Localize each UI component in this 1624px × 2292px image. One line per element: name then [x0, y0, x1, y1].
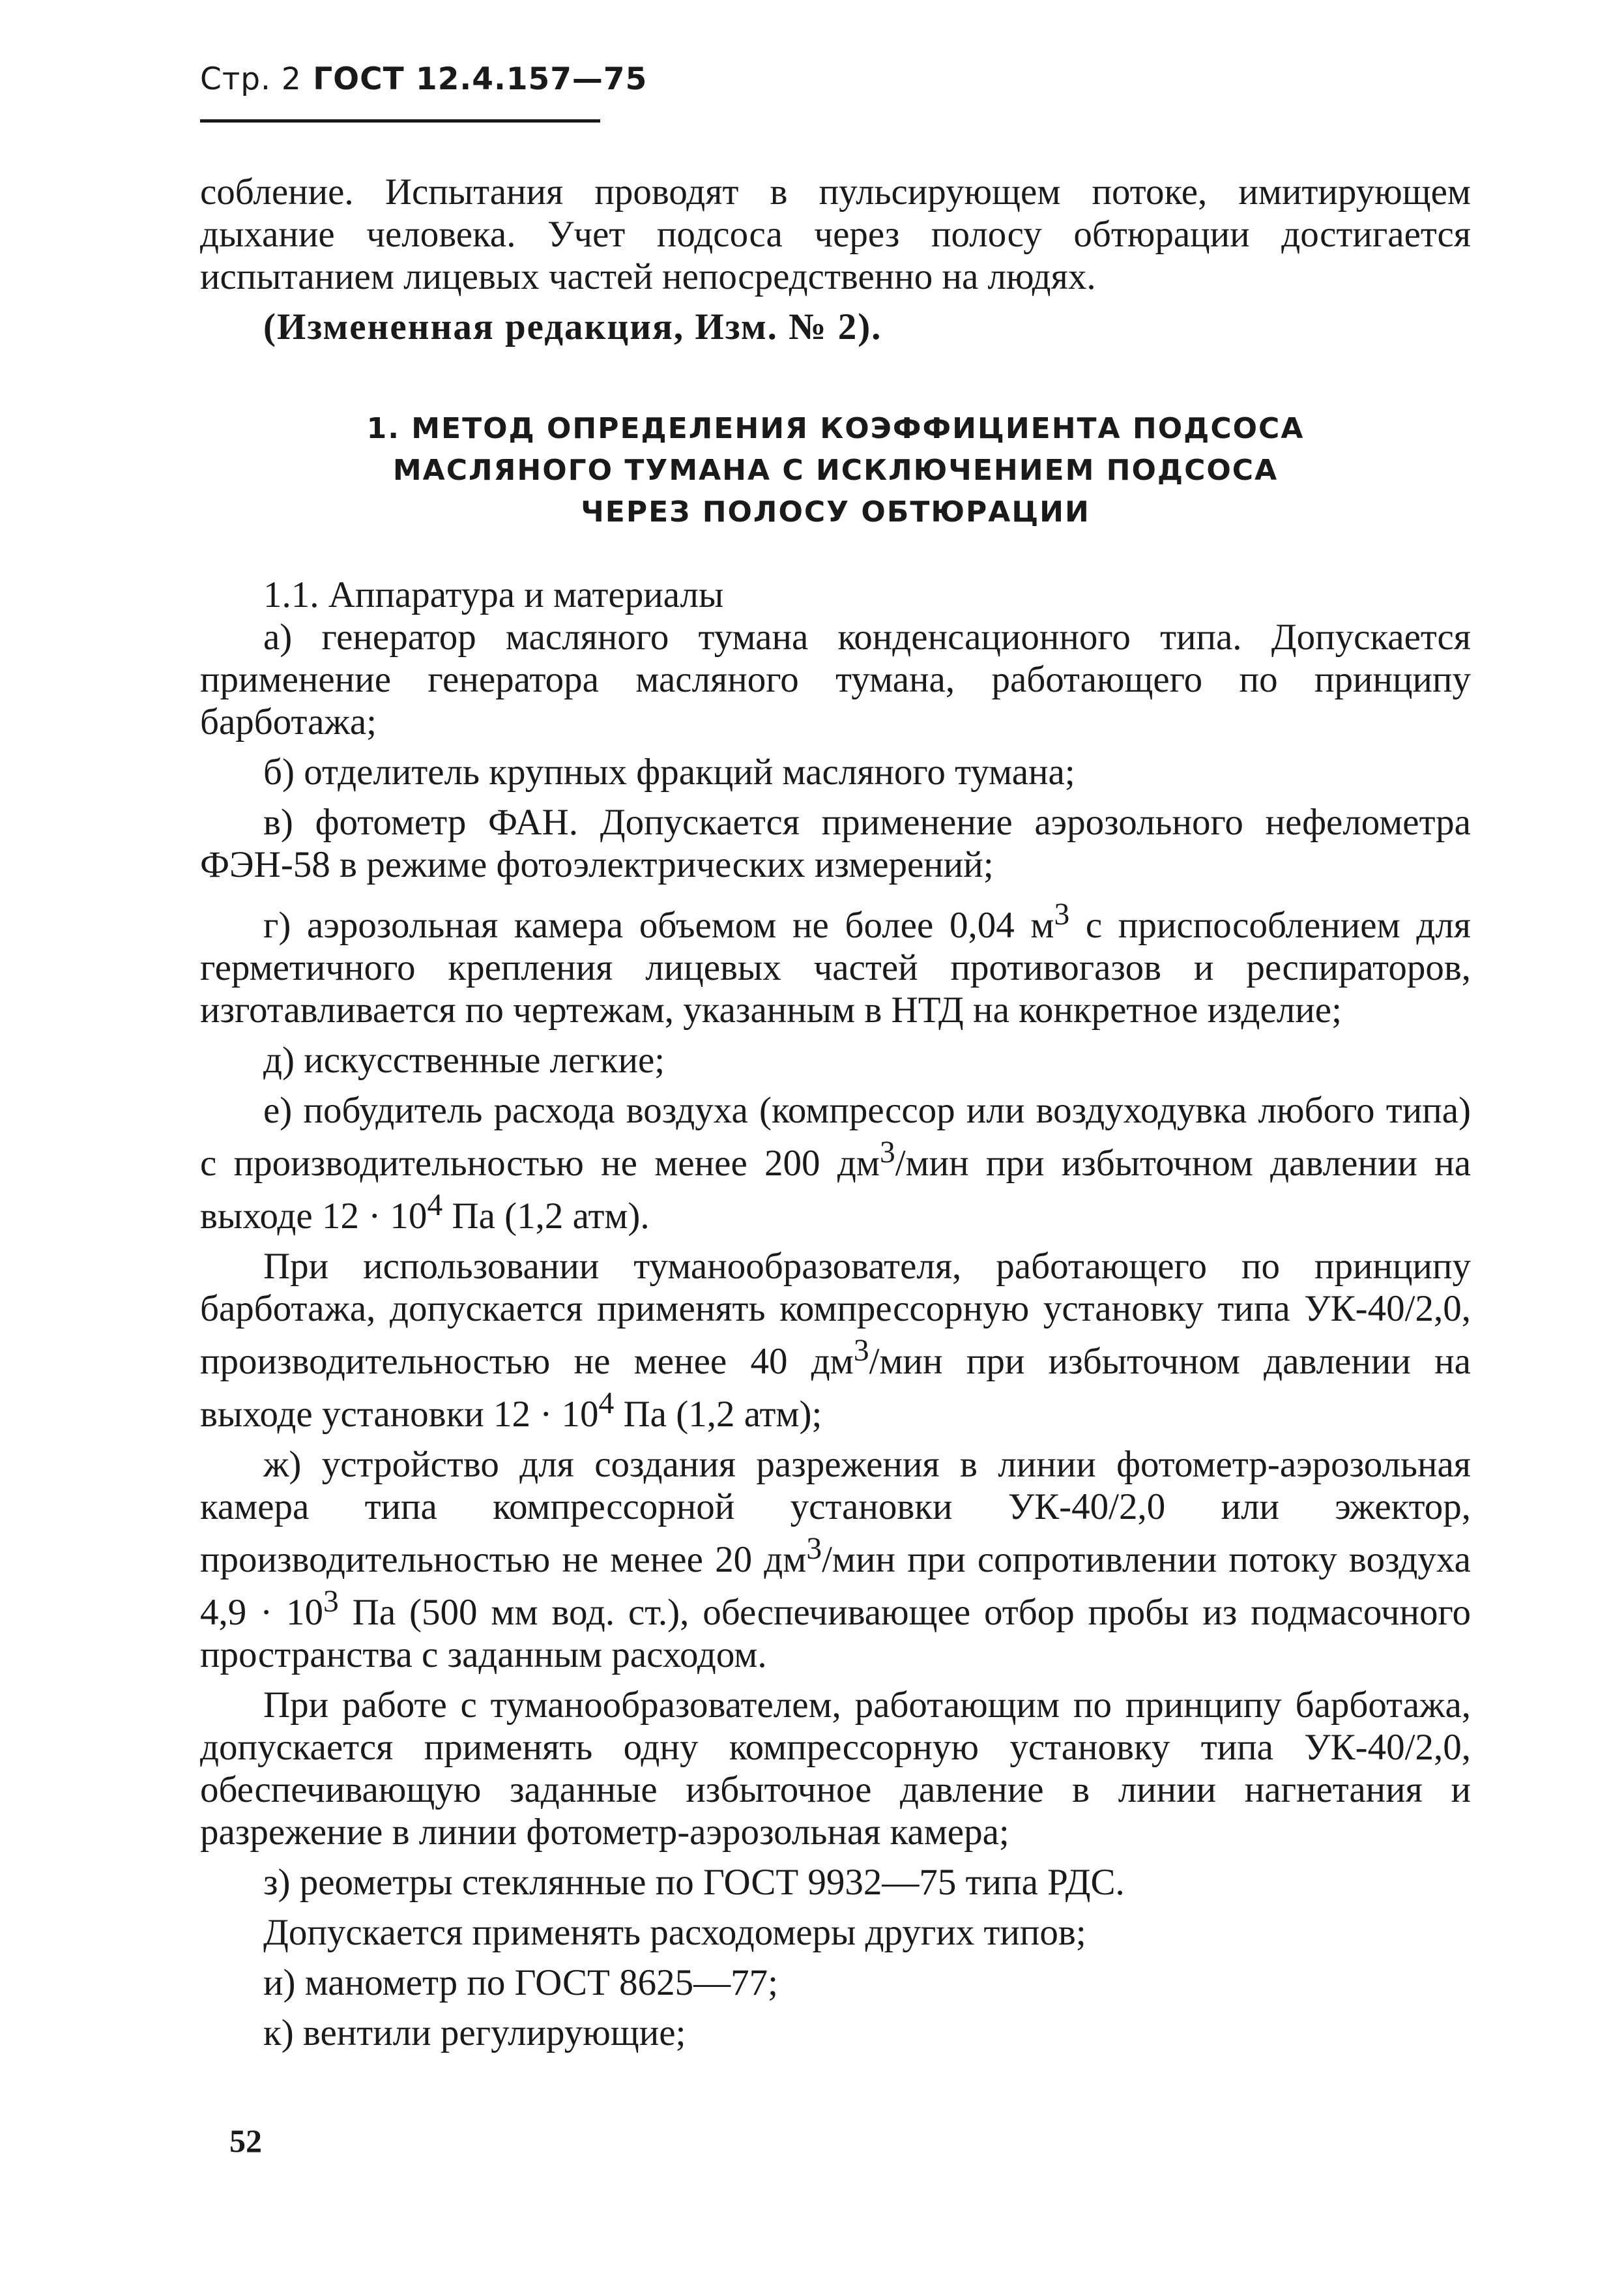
page-number: 52: [229, 2123, 262, 2159]
paragraph-flowmeters: Допускается применять расходомеры других типов;: [263, 1912, 1086, 1953]
list-item-a: а) генератор масляного тумана конденсационного типа. Допускается применение генератора масляного тумана, работающего по принципу барботажа;: [200, 617, 1471, 742]
list-item-v: в) фотометр ФАН. Допускается применение аэрозольного нефелометра ФЭН-58 в режиме фотоэлектрических измерений;: [200, 802, 1471, 885]
page-ref: Стр. 2: [200, 61, 302, 97]
running-header: [200, 60, 648, 99]
list-item-e: е) побудитель расхода воздуха (компрессор или воздуходувка любого типа) с производительностью не менее 200 $дм^3$/мин при избыточном давлении на выходе $12 \cdot 10^4$ Па (1,2 атм).: [200, 1090, 1471, 1237]
list-item-k: к) вентили регулирующие;: [263, 2012, 686, 2053]
clause-heading: 1.1. Аппаратура и материалы: [263, 574, 724, 615]
list-item-z: з) реометры стеклянные по ГОСТ 9932—75 типа РДС.: [263, 1862, 1125, 1903]
amendment-note: (Измененная редакция, Изм. № 2).: [263, 306, 882, 347]
list-item-d: д) искусственные легкие;: [263, 1040, 665, 1081]
section-title-line: ЧЕРЕЗ ПОЛОСУ ОБТЮРАЦИИ: [581, 495, 1090, 529]
list-item-zh: ж) устройство для создания разрежения в линии фотометр-аэрозольная камера типа компрессорной установки УК-40/2,0 или эжектор, производительностью не менее 20 $дм^3$/мин при сопротивлении потоку воздуха $4,9 \cdot 10^3$ Па (500 мм вод. ст.), обеспечивающее отбор пробы из подмасочного пространства с заданным расходом.: [200, 1444, 1471, 1675]
body-text: [200, 171, 1471, 2054]
section-title-line: 1. МЕТОД ОПРЕДЕЛЕНИЯ КОЭФФИЦИЕНТА ПОДСОСА: [366, 412, 1305, 445]
paragraph-bubbling: При использовании туманообразователя, работающего по принципу барботажа, допускается применять компрессорную установку типа УК-40/2,0, производительностью не менее 40 $дм^3$/мин при избыточном давлении на выходе установки $12 \cdot 10^4$ Па (1,2 атм);: [200, 1246, 1471, 1435]
list-item-b: б) отделитель крупных фракций масляного тумана;: [263, 752, 1075, 793]
list-item-i: и) манометр по ГОСТ 8625—77;: [263, 1962, 778, 2003]
list-item-g: г) аэрозольная камера объемом не более 0,04 $м^3$ с приспособлением для герметичного крепления лицевых частей противогазов и респираторов, изготавливается по чертежам, указанным в НТД на конкретное изделие;: [200, 898, 1472, 1031]
section-title: [200, 408, 1471, 533]
standard-number: ГОСТ 12.4.157—75: [313, 61, 648, 97]
section-title-line: МАСЛЯНОГО ТУМАНА С ИСКЛЮЧЕНИЕМ ПОДСОСА: [392, 454, 1279, 487]
paragraph-compressor: При работе с туманообразователем, работающим по принципу барботажа, допускается применять одну компрессорную установку типа УК-40/2,0, обеспечивающую заданные избыточное давление в линии нагнетания и разрежение в линии фотометр-аэрозольная камера;: [200, 1684, 1471, 1853]
header-rule: [200, 119, 600, 123]
paragraph-continued: собление. Испытания проводят в пульсирующем потоке, имитирующем дыхание человека. Учет подсоса через полосу обтюрации достигается испытанием лицевых частей непосредственно на людях.: [200, 171, 1471, 297]
